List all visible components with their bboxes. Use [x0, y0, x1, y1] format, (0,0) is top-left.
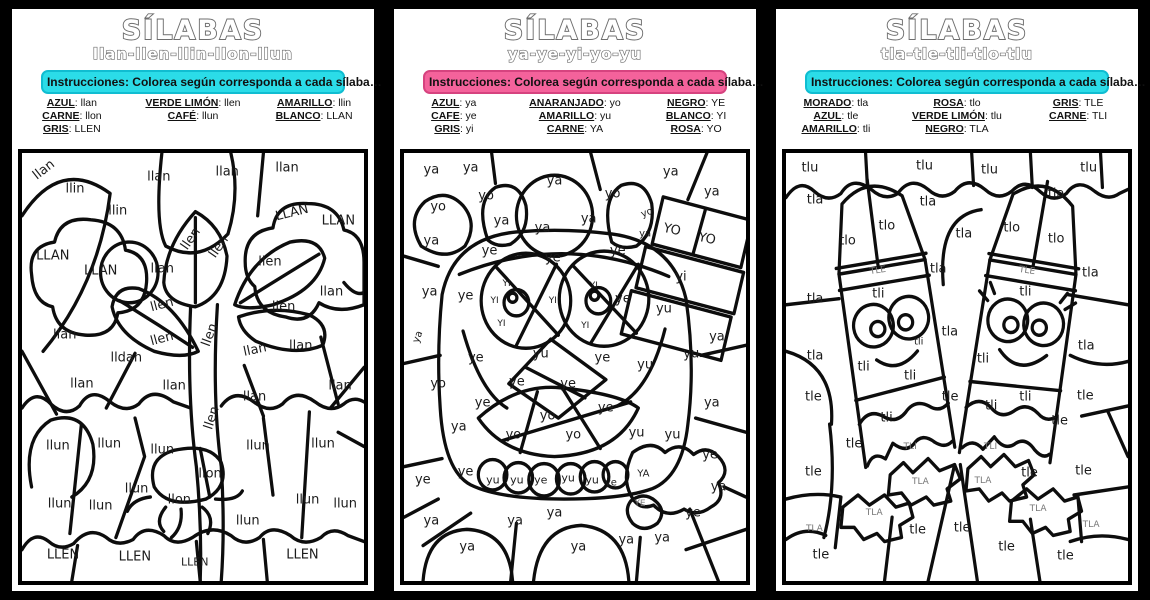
- picture-label: llan: [242, 389, 267, 405]
- key-item: ROSA: tlo: [933, 97, 981, 109]
- picture-label: ye: [560, 376, 577, 392]
- picture-label: llun: [88, 498, 113, 514]
- picture-label: ya: [507, 513, 523, 529]
- picture-label: ya: [423, 513, 440, 529]
- color-key: [401, 97, 749, 147]
- picture-label: tle: [1075, 463, 1092, 479]
- picture-label: YI: [497, 319, 506, 330]
- picture-label: ye: [702, 447, 718, 463]
- picture-label: tle: [953, 520, 971, 536]
- picture-label: tla: [1047, 186, 1065, 202]
- picture-label: tla: [919, 194, 937, 210]
- picture-label: tle: [998, 539, 1015, 555]
- picture-label: YI: [589, 280, 598, 291]
- picture-label: ya: [546, 505, 563, 521]
- key-item: ROSA: YO: [670, 123, 722, 135]
- bottom-wave: [22, 530, 364, 550]
- page-title: SÍLABAS: [885, 15, 1029, 46]
- picture-label: ye: [474, 395, 491, 411]
- picture-label: llon: [167, 492, 192, 508]
- key-item: NEGRO: TLA: [925, 123, 989, 135]
- picture-label: yu: [510, 473, 524, 487]
- picture-label: lldan: [110, 350, 143, 366]
- key-item: NEGRO: YE: [667, 97, 726, 109]
- picture-label: TLA: [1082, 520, 1100, 531]
- key-item: VERDE LIMÓN: tlu: [912, 110, 1002, 122]
- bg-line: [1070, 487, 1128, 542]
- picture-label: llen: [148, 294, 176, 316]
- picture-label: tli: [903, 368, 917, 384]
- picture-label: yu: [486, 473, 500, 487]
- picture-label: tli: [985, 398, 998, 414]
- worksheet-page-llan: [12, 9, 382, 591]
- picture-label: tla: [955, 226, 973, 242]
- picture-label: ya: [493, 213, 510, 229]
- coloring-picture: [400, 149, 750, 585]
- picture-label: YE: [634, 498, 646, 509]
- picture-label: ya: [570, 539, 587, 555]
- pupil-right-highlight: [590, 291, 599, 300]
- picture-label: TLE: [1018, 264, 1036, 277]
- picture-label: yi: [675, 269, 687, 285]
- picture-label: llun: [124, 481, 149, 497]
- bg-line: [263, 418, 273, 495]
- picture-label: ye: [457, 288, 474, 304]
- picture-label: yo: [430, 199, 447, 214]
- picture-label: llun: [150, 442, 175, 458]
- picture-label: llan: [150, 261, 174, 277]
- picture-label: llun: [47, 496, 72, 512]
- bg-line: [686, 345, 746, 581]
- picture-label: llan: [289, 338, 313, 354]
- picture-label: yo: [639, 205, 655, 221]
- top-wave: [786, 183, 1128, 198]
- bg-line: [321, 337, 338, 404]
- picture-label: llan: [147, 169, 171, 185]
- picture-label: ya: [662, 164, 679, 180]
- picture-label: YI: [502, 278, 511, 289]
- picture-label: ye: [544, 250, 561, 266]
- picture-label: ye: [509, 374, 525, 390]
- picture-label: ya: [580, 211, 597, 227]
- picture-label: LLEN: [118, 549, 152, 565]
- color-key: [783, 97, 1131, 147]
- picture-label: YA: [637, 468, 650, 480]
- picture-label: ya: [546, 173, 563, 189]
- picture-label: TLA: [974, 475, 992, 486]
- picture-label: tli: [976, 351, 990, 367]
- picture-label: TLI: [983, 441, 998, 452]
- picture-label: ye: [481, 243, 498, 259]
- picture-label: tle: [805, 464, 822, 480]
- picture-label: YI: [581, 321, 590, 332]
- picture-label: tle: [805, 389, 822, 405]
- picture-label: yu: [628, 425, 645, 441]
- picture-label: ya: [423, 233, 440, 249]
- picture-label: LLEN: [46, 547, 80, 563]
- bg-line: [786, 299, 839, 538]
- picture-label: LLAN: [274, 201, 311, 225]
- cloud-right-bump: [344, 283, 364, 294]
- bg-line: [302, 412, 310, 537]
- picture-label: tlu: [916, 158, 933, 174]
- key-item: CARNE: llon: [42, 110, 102, 122]
- page-subtitle: llan-llen-llin-llon-llun: [92, 45, 294, 63]
- instructions-banner: Instrucciones: Colorea según corresponda a cada sílaba…: [805, 70, 1109, 94]
- picture-label: llun: [235, 513, 260, 529]
- picture-label: tli: [1019, 284, 1032, 300]
- picture-label: tlo: [839, 233, 856, 249]
- picture-label: tli: [1019, 389, 1032, 405]
- key-item: AMARILLO: tli: [801, 123, 871, 135]
- picture-label: llen: [205, 233, 232, 262]
- picture-label: tli: [857, 359, 870, 375]
- picture-label: tli: [913, 336, 924, 348]
- ground-mound: [29, 418, 94, 497]
- picture-label: tla: [806, 291, 824, 307]
- pupil-left-highlight: [508, 293, 517, 302]
- picture-label: LLAN: [36, 248, 70, 264]
- page-subtitle: tla-tle-tli-tlo-tlu: [881, 45, 1033, 63]
- bg-line: [423, 513, 640, 581]
- key-item: AMARILLO: llin: [277, 97, 352, 109]
- picture-label: ye: [467, 350, 484, 366]
- picture-label: ya: [534, 220, 551, 236]
- picture-label: yu: [637, 357, 654, 373]
- picture-label: LLEN: [286, 547, 319, 563]
- picture-label: llan: [241, 340, 268, 360]
- picture-label: YO: [696, 229, 717, 248]
- picture-label: ya: [654, 530, 671, 546]
- picture-label: llun: [333, 496, 358, 512]
- picture-label: tla: [941, 324, 959, 340]
- cheek-lines: [463, 329, 665, 408]
- picture-label: tlo: [1003, 220, 1021, 236]
- picture-label: tli: [872, 286, 885, 302]
- picture-label: yo: [478, 188, 494, 204]
- sky-cell-line: [258, 153, 264, 216]
- picture-label: yo: [604, 186, 621, 202]
- key-item: AZUL: llan: [46, 97, 97, 109]
- picture-label: tle: [941, 389, 959, 405]
- picture-label: tla: [806, 348, 824, 364]
- crayon-right: [956, 173, 1093, 468]
- picture-label: tlo: [878, 218, 896, 234]
- picture-label: ye: [615, 291, 631, 307]
- picture-label: llan: [162, 378, 186, 394]
- picture-label: tla: [1082, 265, 1099, 281]
- picture-label: ya: [450, 419, 467, 435]
- picture-label: tlu: [1080, 160, 1098, 176]
- bg-line: [1068, 295, 1128, 457]
- picture-label: ya: [421, 284, 438, 300]
- picture-label: yu: [655, 301, 672, 317]
- picture-label: llan: [275, 160, 299, 176]
- coloring-picture: [18, 149, 368, 585]
- key-item: AZUL: tle: [813, 110, 859, 122]
- picture-label: yu: [683, 346, 700, 362]
- picture-label: YO: [662, 220, 683, 240]
- picture-label: tle: [1051, 413, 1068, 429]
- bg-line: [70, 424, 81, 533]
- picture-label: llun: [295, 492, 320, 508]
- picture-label: yo: [430, 376, 447, 392]
- key-item: BLANCO: LLAN: [275, 110, 353, 122]
- picture-label: ye: [597, 400, 614, 416]
- picture-label: yu: [664, 427, 681, 443]
- picture-label: tla: [929, 261, 947, 277]
- bg-line: [786, 494, 841, 547]
- picture-label: tli: [880, 410, 893, 426]
- picture-label: tlu: [981, 162, 998, 178]
- picture-label: llun: [97, 436, 122, 452]
- picture-label: llen: [201, 404, 223, 432]
- picture-label: llan: [70, 376, 94, 392]
- picture-label: ya: [618, 532, 635, 548]
- page-subtitle: ya-ye-yi-yo-yu: [507, 45, 643, 63]
- worksheet-page-tla: [776, 9, 1146, 591]
- picture-label: TLA: [805, 524, 823, 535]
- picture-label: llun: [246, 438, 270, 454]
- picture-label: ye: [594, 350, 611, 366]
- page-title: SÍLABAS: [503, 15, 647, 46]
- picture-label: TLA: [911, 476, 929, 487]
- coloring-picture: [782, 149, 1132, 585]
- instructions-banner: Instrucciones: Colorea según corresponda a cada sílaba…: [423, 70, 727, 94]
- bg-line: [338, 432, 364, 446]
- beak-line: [526, 368, 585, 398]
- picture-label: llen: [271, 299, 296, 315]
- key-item: GRIS: TLE: [1052, 97, 1104, 109]
- picture-label: ye: [685, 505, 701, 521]
- picture-label: llin: [108, 203, 128, 219]
- picture-label: ya: [709, 329, 725, 345]
- picture-label: llan: [215, 164, 239, 180]
- stem-right-line: [215, 305, 223, 581]
- picture-label: tlu: [801, 160, 819, 176]
- color-key: [19, 97, 367, 147]
- key-item: GRIS: yi: [434, 123, 474, 135]
- picture-label: tla: [1077, 338, 1095, 354]
- instructions-banner: Instrucciones: Colorea según corresponda a cada sílaba…: [41, 70, 345, 94]
- picture-label: tlo: [1047, 231, 1065, 247]
- picture-label: llon: [198, 466, 222, 482]
- picture-label: tle: [909, 522, 927, 538]
- key-item: CAFE: ye: [431, 110, 477, 122]
- picture-label: tle: [1021, 465, 1038, 481]
- picture-label: yu: [532, 346, 549, 362]
- picture-label: ye: [534, 473, 548, 487]
- key-item: VERDE LIMÓN: llen: [145, 97, 241, 109]
- picture-label: TLI: [903, 442, 917, 453]
- picture-label: ya: [462, 160, 479, 176]
- picture-label: ye: [457, 464, 474, 480]
- picture-label: ye: [604, 477, 617, 489]
- key-item: GRIS: LLEN: [42, 123, 101, 135]
- picture-label: ya: [710, 479, 727, 495]
- picture-label: llan: [30, 156, 59, 184]
- picture-label: ya: [703, 184, 720, 200]
- picture-label: llan: [53, 327, 77, 343]
- picture-label: TLA: [1029, 504, 1047, 515]
- page-title: SÍLABAS: [121, 15, 265, 46]
- worksheet-page-ya: [394, 9, 764, 591]
- picture-label: ye: [414, 472, 431, 488]
- picture-label: LLAN: [83, 263, 118, 279]
- picture-label: ya: [703, 395, 720, 411]
- picture-label: yu: [585, 473, 599, 487]
- picture-label: LLEN: [180, 555, 209, 569]
- picture-label: ya: [410, 329, 425, 345]
- picture-label: llen: [148, 328, 176, 350]
- picture-label: ya: [459, 539, 476, 555]
- picture-label: yo: [539, 408, 556, 424]
- picture-label: llan: [328, 378, 352, 394]
- picture-label: TLA: [865, 508, 883, 519]
- key-item: MORADO: tla: [803, 97, 869, 109]
- picture-label: tle: [1076, 388, 1094, 404]
- picture-label: llun: [311, 436, 335, 452]
- key-item: AZUL: ya: [431, 97, 477, 109]
- picture-label: yo: [505, 427, 522, 443]
- picture-label: llen: [199, 321, 222, 349]
- key-item: CARNE: TLI: [1049, 110, 1108, 122]
- picture-label: llen: [258, 254, 282, 270]
- picture-label: llun: [46, 438, 70, 454]
- picture-label: tle: [1057, 548, 1074, 564]
- bg-arc-center: [943, 210, 982, 285]
- picture-label: yu: [561, 471, 575, 485]
- picture-label: llan: [319, 284, 344, 300]
- picture-label: llin: [65, 181, 85, 197]
- picture-label: LLAN: [321, 213, 356, 229]
- picture-label: ye: [609, 243, 626, 259]
- key-item: BLANCO: YI: [665, 110, 727, 122]
- picture-label: ya: [639, 228, 652, 240]
- key-item: ANARANJADO: yo: [529, 97, 621, 109]
- bottom-cell-lines: [72, 540, 267, 581]
- picture-label: ya: [423, 162, 440, 178]
- key-item: AMARILLO: yu: [538, 110, 612, 122]
- crayons-coloring-svg: [786, 153, 1128, 581]
- picture-label: yo: [565, 427, 582, 443]
- key-item: CAFÉ: llun: [167, 110, 219, 122]
- picture-label: llen: [178, 224, 205, 253]
- picture-label: TLE: [869, 264, 888, 277]
- plant-coloring-svg: [22, 153, 364, 581]
- picture-label: tle: [845, 436, 863, 452]
- picture-label: YI: [490, 295, 499, 306]
- picture-label: tla: [806, 192, 824, 208]
- picture-label: tle: [812, 547, 830, 563]
- key-item: CARNE: YA: [546, 123, 604, 135]
- picture-label: YI: [548, 295, 557, 306]
